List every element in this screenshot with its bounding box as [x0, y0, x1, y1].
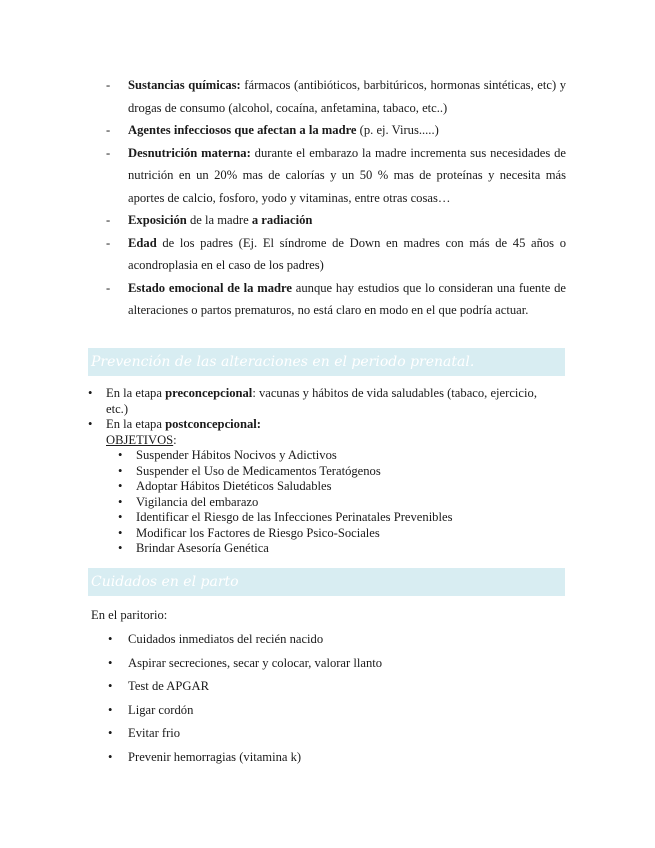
bullet-marker: •	[108, 655, 113, 670]
section-heading-prevencion: Prevención de las alteraciones en el periodo prenatal.	[88, 348, 565, 376]
item-text: fármacos (antibióticos, barbitúricos, hormonas sintéticas, etc) y drogas de consumo (alcohol, cocaína, anfetamina, tabaco, etc..)	[128, 78, 566, 115]
item-heading: Agentes infecciosos que afectan a la madre	[128, 123, 357, 137]
item-text: de los padres (Ej. El síndrome de Down en madres con más de 45 años o acondroplasia en el caso de los padres)	[128, 235, 566, 272]
item-heading: Sustancias químicas:	[128, 78, 241, 92]
objetivo-item	[118, 541, 558, 557]
list-item	[108, 675, 382, 699]
section-heading-parto: Cuidados en el parto	[88, 568, 565, 596]
objetivo-item	[118, 448, 558, 464]
list-item	[88, 386, 558, 417]
list-item	[106, 119, 566, 142]
objetivos-list	[106, 448, 558, 557]
item-text: Evitar frio	[128, 726, 181, 740]
bullet-marker: •	[108, 749, 113, 764]
bullet-marker: •	[88, 386, 93, 400]
dash-marker: -	[106, 123, 111, 137]
item-prefix: En la etapa	[106, 417, 166, 431]
item-heading: Estado emocional de la madre	[128, 280, 292, 295]
objetivo-item	[118, 479, 558, 495]
item-heading: preconcepcional	[165, 386, 253, 400]
list-item	[108, 628, 382, 652]
item-text: Cuidados inmediatos del recién nacido	[128, 632, 324, 646]
list-item	[106, 142, 566, 210]
bullet-marker: •	[118, 463, 123, 478]
bullet-marker: •	[118, 448, 123, 462]
list-item	[108, 652, 382, 676]
dash-marker: -	[106, 145, 111, 160]
list-item	[106, 232, 566, 277]
bullet-marker: •	[108, 726, 113, 740]
list-item	[108, 722, 382, 746]
item-heading: Edad	[128, 235, 157, 250]
item-text: Test de APGAR	[128, 679, 209, 693]
item-text: : vacunas y hábitos de vida saludables (tabaco, ejercicio, etc.)	[106, 386, 537, 416]
item-heading: Exposición	[128, 213, 187, 227]
list-item	[88, 417, 558, 557]
objetivo-text: Identificar el Riesgo de las Infecciones Perinatales Prevenibles	[136, 510, 453, 524]
objetivos-label: OBJETIVOS	[106, 432, 174, 447]
item-prefix: En la etapa	[106, 386, 166, 400]
objetivo-text: Suspender Hábitos Nocivos y Adictivos	[136, 448, 337, 462]
bullet-marker: •	[88, 417, 93, 431]
objetivo-item	[118, 510, 558, 526]
item-text: durante el embarazo la madre incrementa sus necesidades de nutrición en un 20% mas de calorías y un 50 % mas de proteínas y necesita más aportes de calcio, fosforo, yodo y vitaminas, entre otras cosas…	[128, 145, 567, 205]
item-text: de la madre	[186, 213, 252, 227]
item-heading: postconcepcional:	[165, 417, 261, 431]
item-heading-2: a radiación	[251, 213, 313, 227]
list-item	[106, 277, 566, 322]
objetivo-item	[118, 464, 558, 480]
dash-marker: -	[106, 280, 111, 295]
bullet-marker: •	[118, 510, 123, 524]
dash-marker: -	[106, 213, 111, 227]
parto-list	[108, 628, 382, 769]
bullet-marker: •	[118, 494, 123, 509]
item-text: Aspirar secreciones, secar y colocar, valorar llanto	[128, 655, 383, 670]
list-item	[106, 209, 566, 232]
item-text: Prevenir hemorragias (vitamina k)	[128, 749, 302, 764]
item-text: aunque hay estudios que lo consideran una fuente de alteraciones o partos prematuros, no está claro en modo en el que podría actuar.	[128, 280, 566, 317]
bullet-marker: •	[108, 632, 113, 646]
bullet-marker: •	[108, 679, 113, 693]
objetivo-text: Modificar los Factores de Riesgo Psico-Sociales	[136, 525, 380, 540]
prevention-list	[88, 386, 558, 557]
list-item	[108, 746, 382, 770]
dash-marker: -	[106, 78, 111, 92]
bullet-marker: •	[118, 525, 123, 540]
objetivo-item	[118, 526, 558, 542]
risk-factors-list	[106, 74, 566, 322]
bullet-marker: •	[108, 702, 113, 717]
objetivo-item	[118, 495, 558, 511]
objetivo-text: Vigilancia del embarazo	[136, 494, 259, 509]
objetivo-text: Suspender el Uso de Medicamentos Teratógenos	[136, 463, 381, 478]
item-text: Ligar cordón	[128, 702, 194, 717]
item-heading: Desnutrición materna:	[128, 145, 251, 160]
objetivo-text: Brindar Asesoría Genética	[136, 541, 269, 555]
objetivo-text: Adoptar Hábitos Dietéticos Saludables	[136, 479, 332, 493]
bullet-marker: •	[118, 479, 123, 493]
paritorio-intro: En el paritorio:	[91, 608, 168, 622]
list-item	[106, 74, 566, 119]
list-item	[108, 699, 382, 723]
item-text: (p. ej. Virus.....)	[356, 123, 439, 137]
objetivos-colon: :	[173, 432, 177, 447]
bullet-marker: •	[118, 541, 123, 555]
dash-marker: -	[106, 235, 111, 250]
